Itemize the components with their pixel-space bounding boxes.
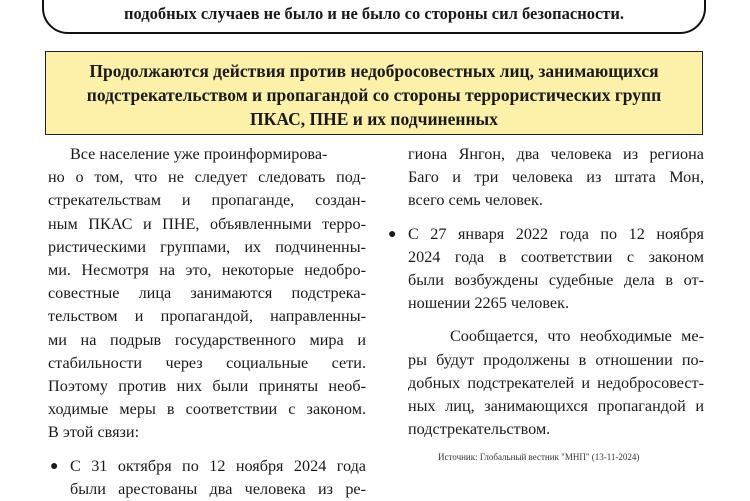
body-line: подстрекательством. xyxy=(408,420,551,439)
source-footer: Источник: Глобальный вестник "МНП" (13-11-2024) xyxy=(438,452,640,462)
body-line: Все население уже проинформирова- xyxy=(70,145,328,163)
body-line: совестные лица занимаются подстрека- xyxy=(48,284,366,303)
bullet-icon: ● xyxy=(50,458,59,474)
body-line: стабильности через социальные сети. xyxy=(48,353,366,372)
body-line: ных лиц, занимающихся пропагандой и xyxy=(408,397,704,416)
body-line: В этой связи: xyxy=(48,423,140,442)
body-line: ры будут продолжены в отношении по- xyxy=(408,350,704,369)
body-line: всего семь человек. xyxy=(408,191,543,210)
list-item xyxy=(48,455,366,501)
right-column xyxy=(386,143,704,441)
body-line: гиона Янгон, два человека из региона xyxy=(408,145,704,163)
bullet-line: С 27 января 2022 года по 12 ноября xyxy=(408,224,704,243)
body-line: добных подстрекателей и недобросовест- xyxy=(408,373,704,392)
body-line: Сообщается, что необходимые ме- xyxy=(450,327,704,346)
body-line: тельством и пропагандой, направленны- xyxy=(48,307,366,326)
bullet-line: ношении 2265 человек. xyxy=(408,294,570,313)
body-line: но о том, что не следует следовать под- xyxy=(48,168,366,187)
body-line: ходимые меры в соответствии с законом. xyxy=(48,400,366,419)
top-banner-text: подобных случаев не было и не было со стороны сил безопасности. xyxy=(123,4,625,23)
bullet-icon: ● xyxy=(388,226,397,242)
bullet-line: С 31 октября по 12 ноября 2024 года xyxy=(70,456,366,475)
closing-paragraph xyxy=(386,325,704,348)
continuation-block xyxy=(386,143,704,213)
headline-line: подстрекательством и пропагандой со стороны террористических групп xyxy=(86,85,662,105)
body-line: Баго и три человека из штата Мон, xyxy=(408,168,704,187)
body-line: ристическими группами, их подчиненны- xyxy=(48,237,366,256)
headline-box xyxy=(45,51,703,135)
left-column xyxy=(48,143,366,501)
top-banner-box xyxy=(42,0,706,34)
bullet-line: были арестованы два человека из ре- xyxy=(70,479,366,498)
body-line: ми. Несмотря на это, некоторые недобро- xyxy=(48,261,366,280)
body-line: ным ПКАС и ПНЕ, объявленными терро- xyxy=(48,214,366,233)
bullet-line: были возбуждены судебные дела в от- xyxy=(408,271,704,290)
body-line: стрекательствам и пропаганде, создан- xyxy=(48,191,366,210)
bullet-line: 2024 года в соответствии с законом xyxy=(408,247,704,266)
headline-line: Продолжаются действия против недобросовестных лиц, занимающихся xyxy=(89,61,659,81)
body-line: Поэтому против них были приняты необ- xyxy=(48,377,366,396)
list-item xyxy=(386,223,704,316)
body-line: ми на подрыв государственного мира и xyxy=(48,330,366,349)
headline-line: ПКАС, ПНЕ и их подчиненных xyxy=(250,109,498,129)
